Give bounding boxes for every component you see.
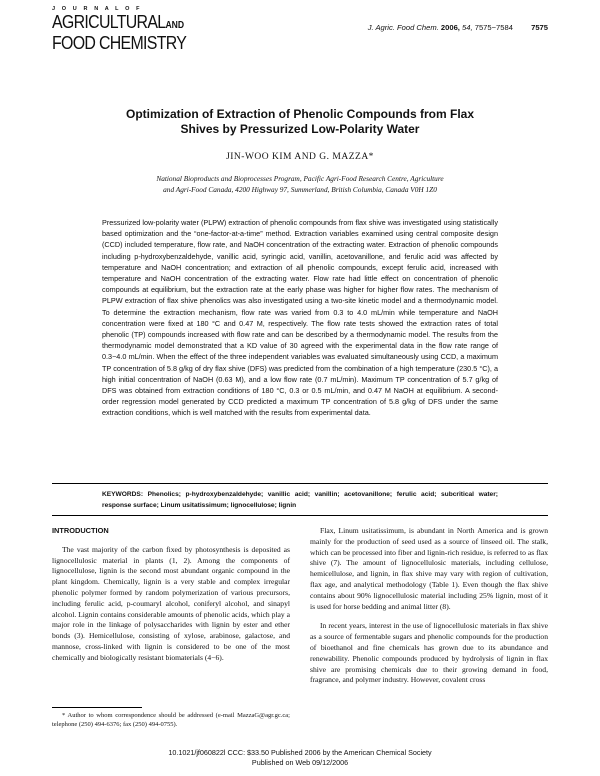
affiliation: National Bioproducts and Bioprocesses Program, Pacific Agri-Food Research Centre, Agriculture and Agri-Food Canada, 4200 Highway 97, Summerland, British Columbia, Canada V0H 1Z0 (156, 174, 444, 194)
intro-paragraph-3: In recent years, interest in the use of lignocellulosic materials in flax shive as a source of fermentable sugars and phenolic compounds for the production of bioethanol and fine chemicals has grown due to its abundance and renewability. Phenolic compounds produced by hydrolysis of lignin in flax shive are promising chemicals due to their growing demand in food, fragrance, and polymer industry. However, covalent cross (310, 621, 548, 685)
logo-journal-of: J O U R N A L O F (52, 6, 143, 12)
page-number: 7575 (531, 23, 548, 32)
correspondence-footnote: * Author to whom correspondence should be addressed (e-mail MazzaG@agr.gc.ca; telephone (250) 494-6376; fax (250) 494-0755). (52, 712, 290, 728)
citation-journal: J. Agric. Food Chem. (367, 23, 439, 32)
doi-line: 10.1021/jf060822l CCC: $33.50 Published 2006 by the American Chemical Society (168, 748, 432, 757)
logo-and: AND (165, 20, 185, 31)
intro-paragraph-2: Flax, Linum usitatissimum, is abundant in North America and is grown mainly for the production of seed used as a source of linseed oil. The stalk, which can be processed into fiber and lignin-rich residue, is referred to as flax shive (7). The amount of lignocellulosic materials, including cellulose, hemicellulose, and lignin, in flax shive may vary with region of cultivation, flax age, and analytical methodology (Table 1). Even though the flax shive contains about 90% lignocellulosic material including 25% lignin, most of it is used for horse bedding and animal litter (8). (310, 526, 548, 611)
page-footer (100, 748, 500, 767)
title-line-2: Shives by Pressurized Low-Polarity Water (180, 122, 420, 136)
keywords-text: Phenolics; p-hydroxybenzaldehyde; vanillic acid; vanillin; acetovanillone; ferulic acid; subcritical water; response surface; Linum usitatissimum; lignocellulose; lignin (102, 491, 498, 509)
citation-volume: 54, (462, 23, 473, 32)
journal-logo (52, 6, 232, 51)
intro-paragraph-1: The vast majority of the carbon fixed by photosynthesis is deposited as lignocellulosic material in plants (1, 2). Among the components of lignocellulose, lignin is the second most abundant organic compound in the plant kingdom. Chemically, lignin is a very stable and complex irregular phenolic polymer formed by random polymerization of various precursors, including ferulic acid, p-coumaryl alcohol, coniferyl alcohol, and sinapyl alcohol. Lignin contains considerable amounts of phenolic acids, which play a major role in the linkage of polysaccharides with lignin by ester and ether bonds (3). Hemicellulose, consisting of xylose, arabinose, galactose, and mannose, cross-linked with lignin is considered to be one of the most chemically and biologically resistant biomaterials (4−6). (52, 544, 290, 662)
abstract: Pressurized low-polarity water (PLPW) extraction of phenolic compounds from flax shive was investigated using statistically based optimization and the “one-factor-at-a-time” method. Extraction variables examined using central composite design (CCD) included temperature, flow rate, and NaOH concentration of the extracting water. Extraction of phenolic compounds including p-hydroxybenzaldehyde, vanillic acid, syringic acid, vanillin, acetovanillone, and ferulic acid was affected by temperature and NaOH concentration; and extraction of all phenolic compounds, except ferulic acid, increased with temperature and NaOH concentration of the extracting water. Flow rate had little effect on concentration of phenolic compounds at equilibrium, but the extraction rate at the early phase was higher for higher flow rates. The mechanism of PLPW extraction of flax shive phenolics was also investigated using a two-site kinetic model and a thermodynamic model. To determine the extraction mechanism, flow rate was varied from 0.3 to 4.0 mL/min while temperature and NaOH concentration were fixed at 180 °C and 0.47 M, respectively. The flow rate tests showed the extraction rates of total phenolic (TP) compounds increased with flow rate and can be described by a thermodynamic model. The results from the thermodynamic model demonstrated that a KD value of 30 agreed with the experimental data in the flow rate range of 0.3−4.0 mL/min. When the effect of the three independent variables was evaluated simultaneously using CCD, a maximum TP concentration of 5.8 g/kg of dry flax shive (DFS) was predicted from the combination of a high temperature (230.5 °C), a high initial concentration of NaOH (0.63 M), and a low flow rate (0.7 mL/min). Maximum TP concentration of 5.7 g/kg of DFS was obtained from extraction conditions of 180 °C, 0.3 or 0.5 mL/min, and 0.47 M NaOH at equilibrium. A second-order regression model generated by CCD predicted a maximum TP concentration of 5.8 g/kg of DFS under the same extraction conditions, which is well matched with the results from experimental data. (102, 218, 498, 418)
citation-pages: 7575−7584 (474, 23, 513, 32)
keywords-label: KEYWORDS: (102, 491, 144, 498)
citation-year: 2006, (440, 23, 460, 32)
footnote-rule (52, 707, 142, 708)
logo-food-chemistry: FOOD CHEMISTRY (52, 32, 187, 53)
keywords (102, 489, 498, 511)
authors: JIN-WOO KIM AND G. MAZZA* (226, 152, 374, 162)
keywords-top-rule (52, 483, 548, 484)
published-web-line: Published on Web 09/12/2006 (251, 757, 349, 767)
logo-agricultural (52, 13, 207, 34)
title-line-1: Optimization of Extraction of Phenolic Compounds from Flax (125, 107, 474, 121)
article-title (100, 107, 500, 137)
introduction-heading: INTRODUCTION (52, 526, 109, 535)
citation-header (368, 23, 548, 32)
right-column (310, 526, 548, 695)
left-column (52, 526, 290, 673)
logo-agricultural-text: AGRICULTURAL (52, 11, 166, 32)
keywords-bottom-rule (52, 515, 548, 516)
